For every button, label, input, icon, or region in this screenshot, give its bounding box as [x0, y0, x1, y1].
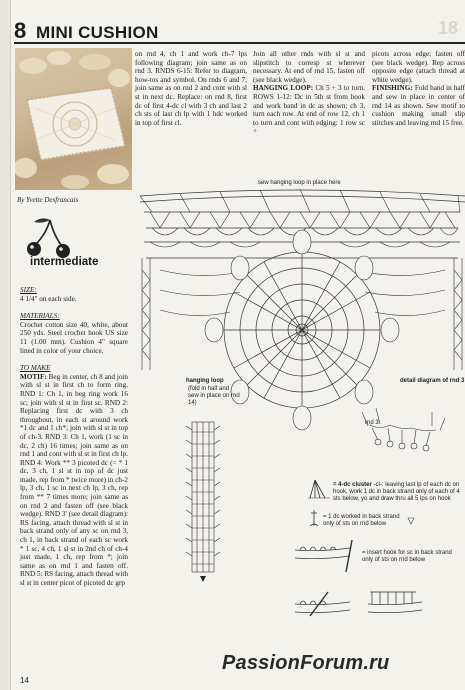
skill-level-label: intermediate: [30, 256, 99, 268]
finishing-heading: FINISHING:: [372, 84, 413, 93]
cluster-abbrev: -cl-: [373, 482, 382, 488]
designer-credit: By Yvette Desfrancais: [17, 196, 79, 204]
detail-diagram: [362, 408, 445, 451]
detail-diagram-label: detail diagram of rnd 3: [400, 378, 465, 384]
hanging-loop-text: Ch 5 + 3 to turn. ROWS 1-12: Dc in 5th st from hook and work band in dc as shown; ch 3, turn each row. At end of row 12, ch 1 to turn and cont with edging: 1 row sc +: [253, 84, 365, 136]
instructions-continued: on rnd 4, ch 1 and work ch-7 lps following diagram; join same as on rnd 3. RNDS 6-15: Refer to diagram, how-tos and symbol. On rnds 6 and 7, join same as on rnd 2 and cont with sl st in next dc. Replace: on rnd 8, first dc of first 4-dc cl with 3 ch and last 2 ch sts of last ch lp with 1 hdc worked in top of first cl.: [135, 50, 247, 127]
crochet-chart-drawing: [140, 180, 465, 640]
hanging-loop-label: hanging loop: [186, 378, 224, 384]
page-title: MINI CUSHION: [36, 23, 159, 42]
pattern-number: 8: [14, 18, 27, 43]
join-text: Join all other rnds with sl st and slipstitch to corresp st wherever necessary. At end of rnd 15, fasten off (see black wedge).: [253, 50, 365, 84]
motif-text: Beg in center, ch 8 and join with sl st in first ch to form ring. RND 1: Ch 1, in beg ring work 16 sc; join with sl st in first sc. RND 2: Replacing first dc with 3 ch throughout, in each st around work *1 dc and 1 ch*; join with sl st in top of ch-3. RND 3: Ch 1, work (1 sc in dc, 2 ch) 16 times; join same as on rnd 1 and cont with sl st in first ch lp. RND 4: Work ** 3 picoted dc (= * 1 dc, 3 ch, 1 sl st in top of dc just made, rep from * twice more) in ch-2 lp, 3 ch, 1 sc in next ch lp, 3 ch, rep from ** 7 times more; join same as on rnd 2 and fasten off (see black wedge). RND 3' (see detail diagram): RS facing, attach thread with sl st in back strand only of any sc on rnd 3, ch 1, in back strand of each sc work * 1 sc, 4 ch, 1 sl st in 2nd ch of ch-4 just made, 1 ch, rep from *; join same as on rnd 1 and fasten off. RND 5: RS facing, attach thread with sl st in center picot of picoted dc grp: [20, 372, 129, 587]
size-value: 4 1/4" on each side.: [20, 294, 77, 303]
binding-edge: [0, 0, 11, 690]
column-2: [135, 50, 247, 127]
instructions-heading: TO MAKE: [20, 364, 51, 373]
hanging-loop-note: (fold in half and sew in place on rnd 14): [188, 386, 240, 406]
page-number: 14: [20, 676, 29, 685]
motif-label: MOTIF:: [20, 372, 47, 381]
cherries-icon: [20, 216, 120, 278]
hanging-loop-heading: HANGING LOOP:: [253, 84, 314, 93]
column-3: [253, 50, 365, 136]
column-1: [20, 286, 128, 588]
insert-hook-legend: = insert hook for sc in back strand only of sts on rnd below: [362, 550, 452, 563]
cushion-photo: [15, 48, 132, 190]
cushion-photo-illustration: [15, 48, 132, 190]
sew-note-label: sew hanging loop in place here: [258, 180, 341, 186]
edging-text: picots across edge; fasten off (see black wedge). Rep across opposite edge (attach thread at white wedge).: [372, 50, 465, 84]
rnd3-label: rnd 3: [365, 420, 379, 426]
column-4: [372, 50, 465, 127]
cluster-symbol: [308, 480, 330, 498]
white-wedge-icon: [408, 518, 414, 524]
cluster-term: = 4-dc cluster: [333, 482, 372, 488]
materials-text: Crochet cotton size 40, white, about 250 yds. Steel crochet hook US size 11 (1.00 mm). Cushion 4" square lined in color of your choice.: [20, 320, 128, 355]
cluster-text: leaving last lp of each dc on hook, work 1 dc in back strand only of each of 4 sts below, yo and draw thru all 5 lps on hook: [333, 482, 460, 502]
size-heading: SIZE:: [20, 286, 37, 294]
back-strand-dc-symbol: [310, 510, 318, 526]
faint-page-number: 18: [438, 18, 459, 38]
black-wedge-icon: [200, 576, 206, 582]
motif-paragraph: [20, 373, 128, 588]
watermark: PassionForum.ru: [222, 652, 390, 674]
hanging-loop-band: [186, 422, 220, 572]
finishing-text: Fold band in half and sew in place in center of rnd 14 as shown. Sew motif to cushion making small slip stitches and leaving rnd 15 free.: [372, 84, 465, 127]
back-strand-legend: = 1 dc worked in back strand only of sts on rnd below: [323, 514, 400, 527]
skill-level-badge: [20, 216, 120, 278]
materials-heading: MATERIALS:: [20, 312, 60, 321]
cluster-legend: = 4-dc cluster -cl-: leaving last lp of each dc on hook, work 1 dc in back strand only of each of 4 sts below, yo and draw thru all 5 lps on hook: [333, 482, 460, 502]
crochet-chart: [140, 180, 465, 640]
